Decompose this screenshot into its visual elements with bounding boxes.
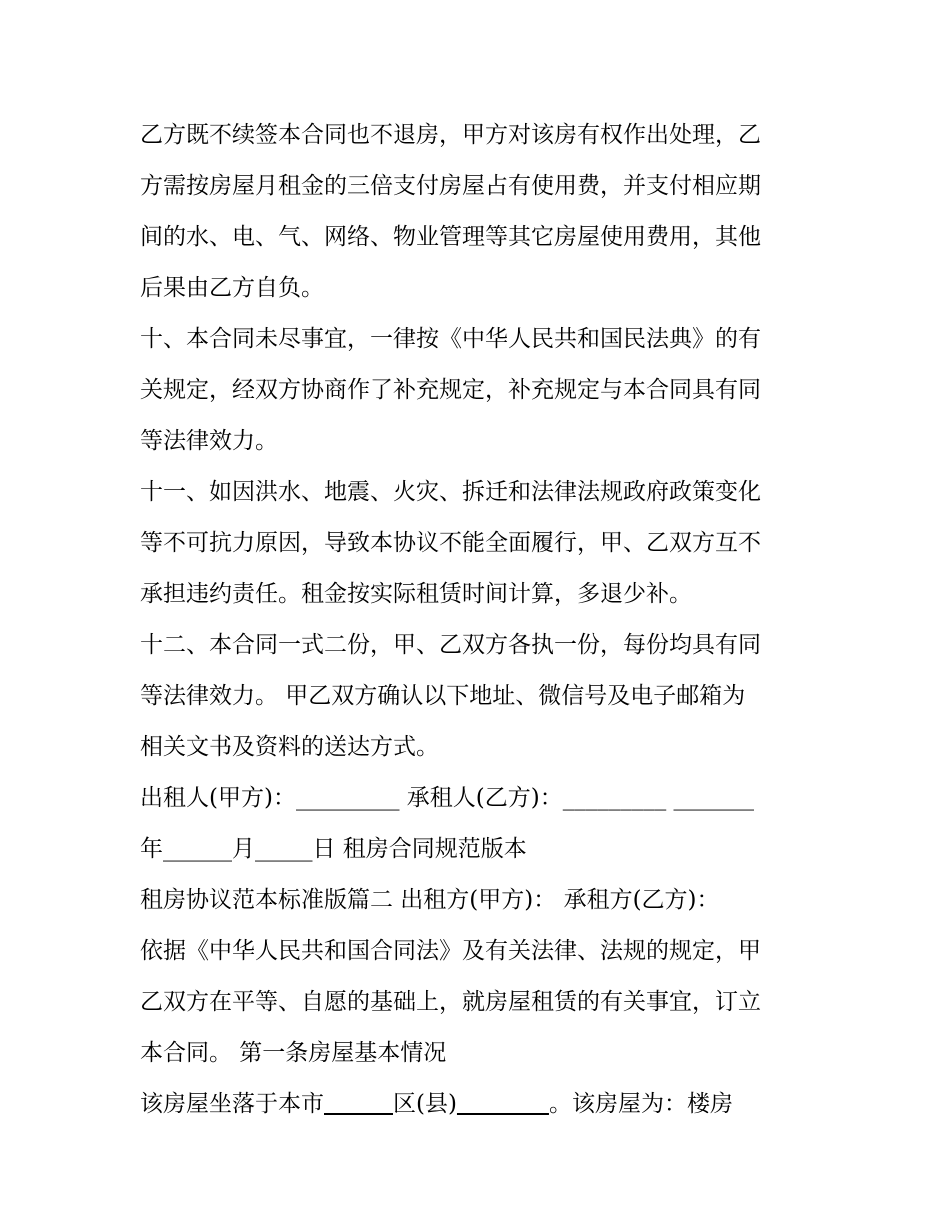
- address-text-3: 。该房屋为：楼房: [548, 1091, 733, 1117]
- section-heading-line: 租房协议范本标准版篇二 出租方(甲方)： 承租方(乙方)：: [140, 887, 720, 913]
- text-line: 等法律效力。 甲乙双方确认以下地址、微信号及电子邮箱为: [140, 683, 746, 709]
- county-blank: [457, 1091, 549, 1117]
- text-line: 方需按房屋月租金的三倍支付房屋占有使用费，并支付相应期: [140, 173, 761, 199]
- text-line: 间的水、电、气、网络、物业管理等其它房屋使用费用，其他: [140, 224, 761, 250]
- address-text-1: 该房屋坐落于本市: [140, 1091, 324, 1117]
- text-line: 十二、本合同一式二份，甲、乙双方各执一份，每份均具有同: [140, 632, 761, 658]
- text-line: 乙双方在平等、自愿的基础上，就房屋租赁的有关事宜，订立: [140, 989, 761, 1015]
- signature-line: 出租人(甲方)：_________ 承租人(乙方)：_________ _______: [140, 785, 755, 811]
- text-line: 本合同。 第一条房屋基本情况: [140, 1040, 447, 1066]
- text-line: 依据《中华人民共和国合同法》及有关法律、法规的规定，甲: [140, 938, 761, 964]
- text-line: 相关文书及资料的送达方式。: [140, 734, 439, 760]
- text-line: 关规定，经双方协商作了补充规定，补充规定与本合同具有同: [140, 377, 761, 403]
- address-text-2: 区(县): [393, 1091, 457, 1117]
- text-line: 十一、如因洪水、地震、火灾、拆迁和法律法规政府政策变化: [140, 479, 761, 505]
- text-line: 承担违约责任。租金按实际租赁时间计算，多退少补。: [140, 581, 692, 607]
- text-line: 后果由乙方自负。: [140, 275, 324, 301]
- text-line: 等不可抗力原因，导致本协议不能全面履行，甲、乙双方互不: [140, 530, 761, 556]
- text-line: 十、本合同未尽事宜，一律按《中华人民共和国民法典》的有: [140, 326, 761, 352]
- district-blank: [324, 1091, 393, 1117]
- text-line: 乙方既不续签本合同也不退房，甲方对该房有权作出处理，乙: [140, 122, 761, 148]
- date-line: 年______月_____日 租房合同规范版本: [140, 836, 527, 862]
- text-line: 等法律效力。: [140, 428, 278, 454]
- document-body: [140, 110, 820, 1130]
- address-line: [140, 1079, 820, 1130]
